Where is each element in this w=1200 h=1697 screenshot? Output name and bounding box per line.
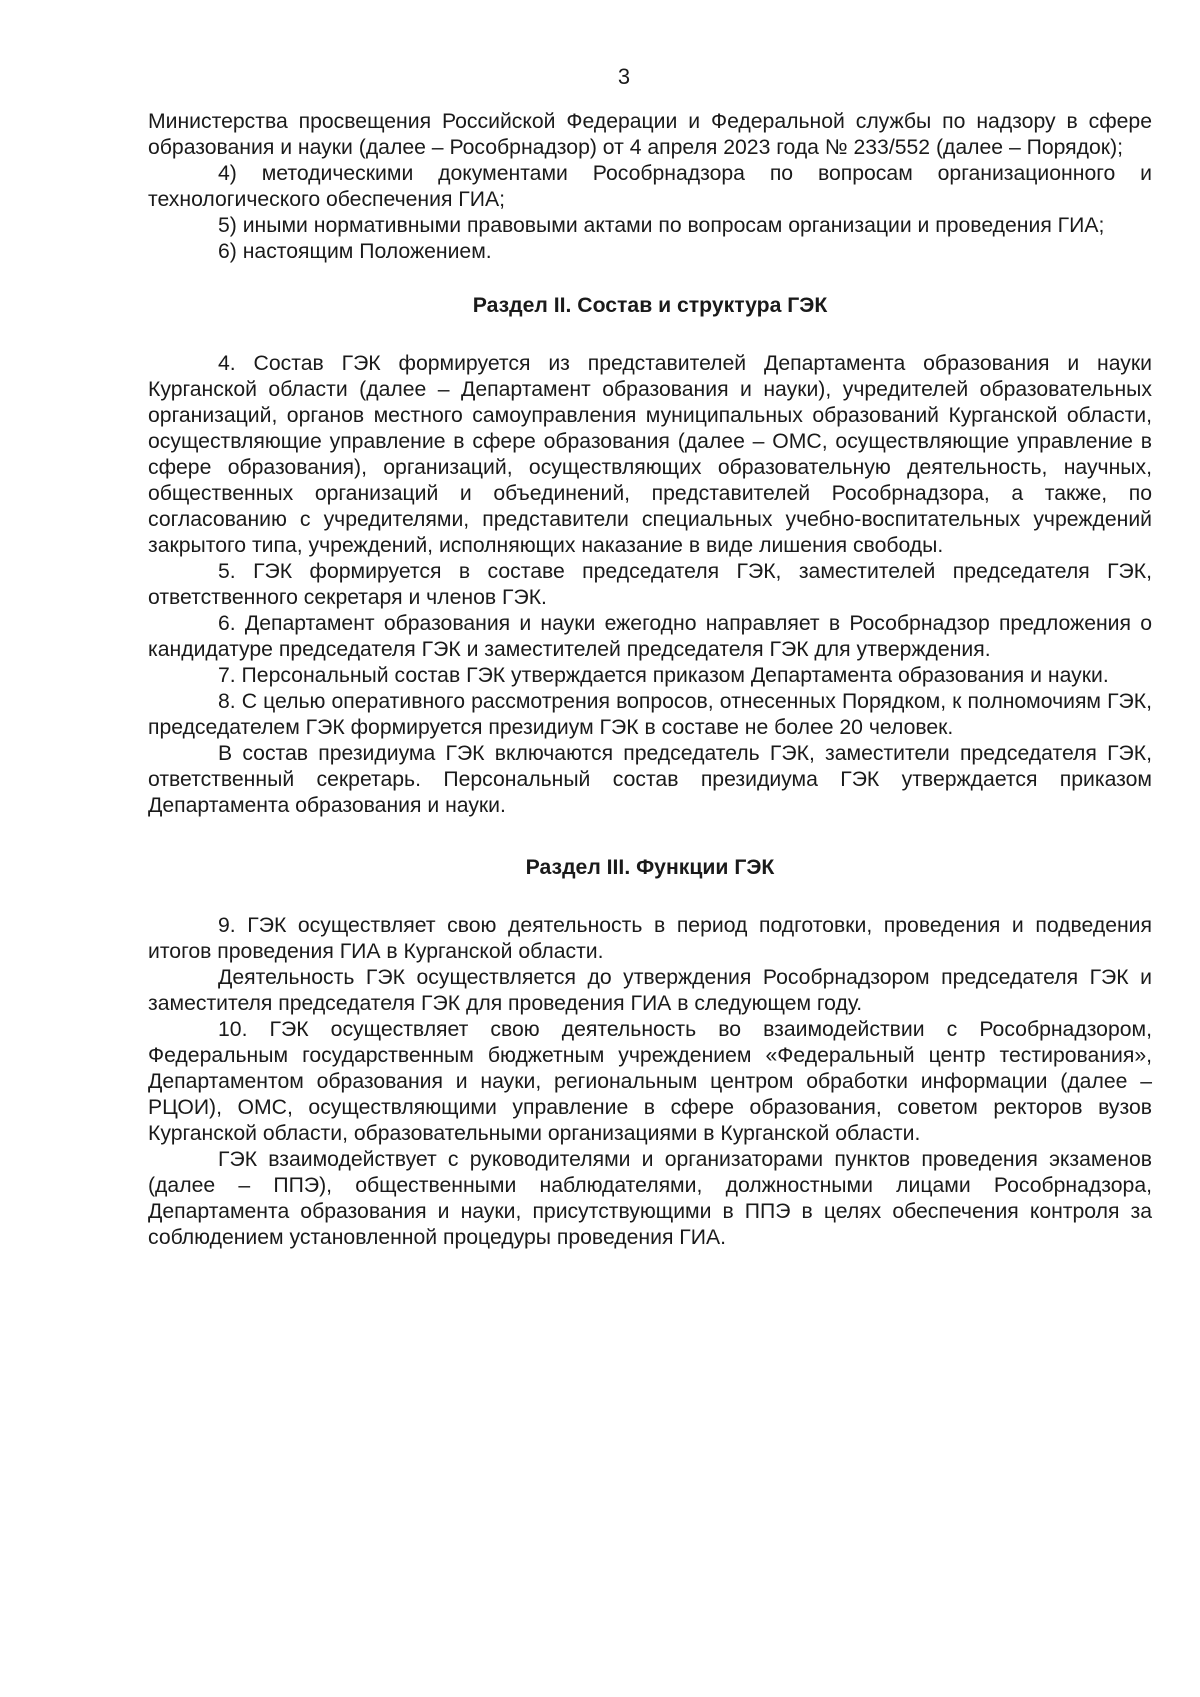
section-heading: Раздел II. Состав и структура ГЭК bbox=[472, 294, 828, 317]
paragraph: 9. ГЭК осуществляет свою деятельность в период подготовки, проведения и подведения итогов проведения ГИА в Курганской области. bbox=[148, 914, 1152, 963]
paragraph: 10. ГЭК осуществляет свою деятельность во взаимодействии с Рособрнадзором, Федеральным государственным бюджетным учреждением «Федеральный центр тестирования», Департаментом образования и науки, региональным центром обработки информации (далее – РЦОИ), ОМС, осуществляющими управление в сфере образования, советом ректоров вузов Курганской области, образовательными организациями в Курганской области. bbox=[148, 1018, 1152, 1145]
paragraph: 6. Департамент образования и науки ежегодно направляет в Рособрнадзор предложения о кандидатуре председателя ГЭК и заместителей председателя ГЭК для утверждения. bbox=[148, 612, 1152, 661]
paragraph: 6) настоящим Положением. bbox=[218, 240, 492, 263]
paragraph: 5. ГЭК формируется в составе председателя ГЭК, заместителей председателя ГЭК, ответственного секретаря и членов ГЭК. bbox=[148, 560, 1152, 609]
section-heading: Раздел III. Функции ГЭК bbox=[525, 856, 775, 879]
paragraph: 4. Состав ГЭК формируется из представителей Департамента образования и науки Курганской области (далее – Департамент образования и науки), учредителей образовательных организаций, органов местного самоуправления муниципальных образований Курганской области, осуществляющие управление в сфере образования (далее – ОМС, осуществляющие управление в сфере образования), организаций, осуществляющих образовательную деятельность, научных, общественных организаций и объединений, представителей Рособрнадзора, а также, по согласованию с учредителями, представители специальных учебно-воспитательных учреждений закрытого типа, учреждений, исполняющих наказание в виде лишения свободы. bbox=[148, 352, 1152, 557]
paragraph: 8. С целью оперативного рассмотрения вопросов, отнесенных Порядком, к полномочиям ГЭК, председателем ГЭК формируется президиум ГЭК в составе не более 20 человек. bbox=[148, 690, 1152, 739]
paragraph: 5) иными нормативными правовыми актами по вопросам организации и проведения ГИА; bbox=[218, 214, 1105, 237]
paragraph: В состав президиума ГЭК включаются председатель ГЭК, заместители председателя ГЭК, ответственный секретарь. Персональный состав президиума ГЭК утверждается приказом Департамента образования и науки. bbox=[148, 742, 1152, 817]
paragraph: Министерства просвещения Российской Федерации и Федеральной службы по надзору в сфере образования и науки (далее – Рособрнадзор) от 4 апреля 2023 года № 233/552 (далее – Порядок); bbox=[148, 110, 1152, 159]
spacer bbox=[148, 881, 1152, 913]
page-number: 3 bbox=[617, 64, 631, 89]
spacer bbox=[148, 265, 1152, 293]
paragraph: ГЭК взаимодействует с руководителями и организаторами пунктов проведения экзаменов (далее – ППЭ), общественными наблюдателями, должностными лицами Рособрнадзора, Департамента образования и науки, присутствующими в ППЭ в целях обеспечения контроля за соблюдением установленной процедуры проведения ГИА. bbox=[148, 1148, 1152, 1249]
paragraph: 7. Персональный состав ГЭК утверждается приказом Департамента образования и науки. bbox=[218, 664, 1109, 687]
document-body bbox=[148, 109, 1152, 1251]
paragraph: Деятельность ГЭК осуществляется до утверждения Рособрнадзором председателя ГЭК и заместителя председателя ГЭК для проведения ГИА в следующем году. bbox=[148, 966, 1152, 1015]
paragraph: 4) методическими документами Рособрнадзора по вопросам организационного и технологического обеспечения ГИА; bbox=[148, 162, 1152, 211]
spacer bbox=[148, 819, 1152, 855]
spacer bbox=[148, 319, 1152, 351]
